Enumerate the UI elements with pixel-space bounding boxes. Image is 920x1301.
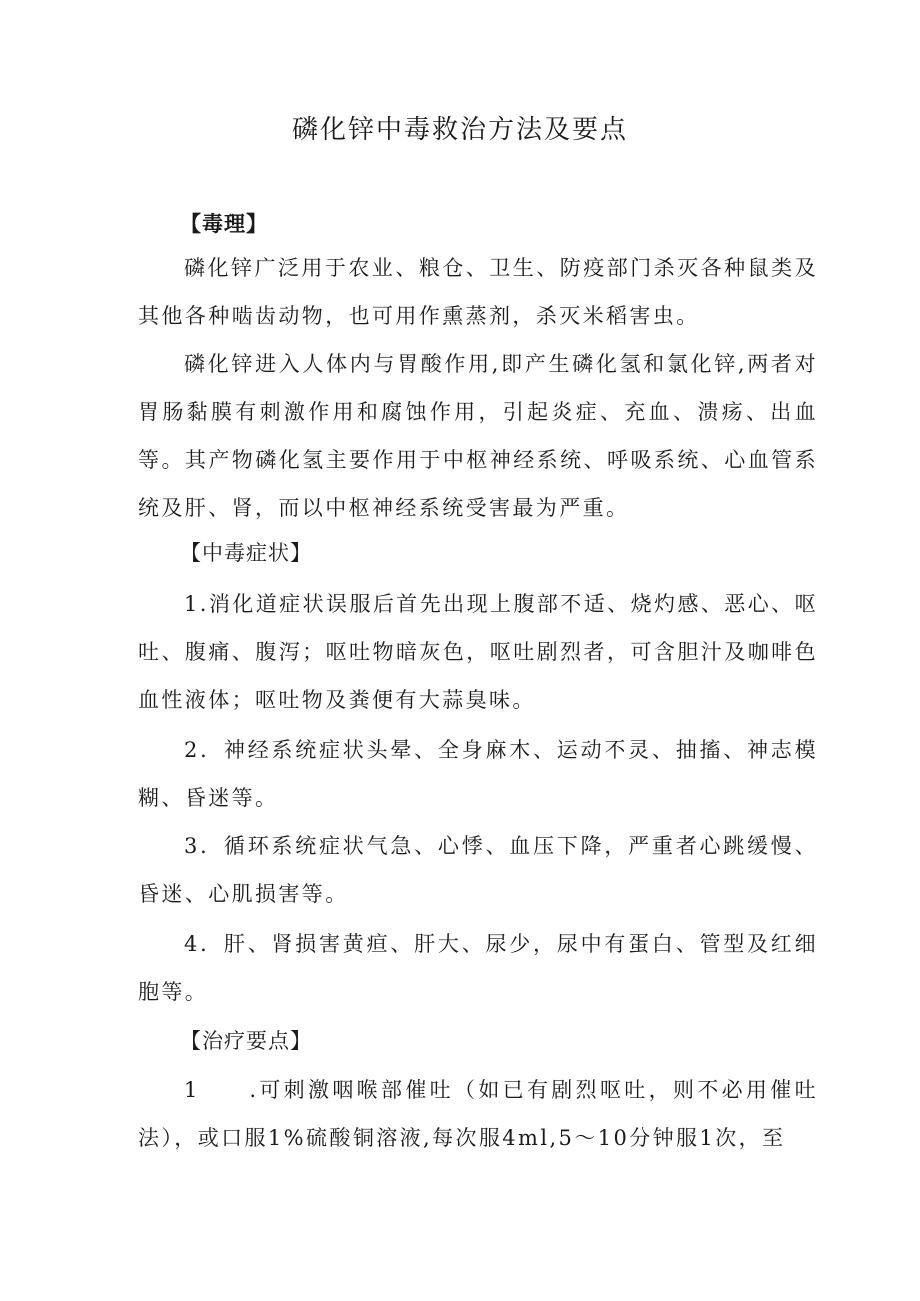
list-item-symptom-digestive: 1.消化道症状误服后首先出现上腹部不适、烧灼感、恶心、呕吐、腹痛、腹泻；呕吐物暗灰色，呕吐剧烈者，可含胆汁及咖啡色血性液体；呕吐物及粪便有大蒜臭味。 — [138, 592, 818, 712]
list-item-symptom-circulatory: 3．循环系统症状气急、心悸、血压下降，严重者心跳缓慢、昏迷、心肌损害等。 — [138, 834, 818, 906]
section-heading-toxicology: 【毒理】 — [180, 211, 268, 236]
section-heading-treatment: 【治疗要点】 — [180, 1029, 312, 1053]
paragraph-toxicology-usage: 磷化锌广泛用于农业、粮仓、卫生、防疫部门杀灭各种鼠类及其他各种啮齿动物，也可用作熏蒸剂，杀灭米稻害虫。 — [138, 256, 818, 328]
list-item-symptom-liver-kidney: 4．肝、肾损害黄疸、肝大、尿少，尿中有蛋白、管型及红细胞等。 — [138, 932, 818, 1004]
section-heading-symptoms: 【中毒症状】 — [180, 541, 312, 565]
document-title: 磷化锌中毒救治方法及要点 — [291, 115, 628, 145]
list-item-symptom-nervous: 2．神经系统症状头晕、全身麻木、运动不灵、抽搐、神志模糊、昏迷等。 — [138, 738, 818, 810]
paragraph-toxicology-mechanism: 磷化锌进入人体内与胃酸作用,即产生磷化氢和氯化锌,两者对胃肠黏膜有刺激作用和腐蚀作用，引起炎症、充血、溃疡、出血等。其产物磷化氢主要作用于中枢神经系统、呼吸系统、心血管系统及肝、肾，而以中枢神经系统受害最为严重。 — [138, 352, 818, 520]
list-item-treatment-emesis: 1 .可刺激咽喉部催吐（如已有剧烈呕吐，则不必用催吐法），或口服1%硫酸铜溶液,每次服4ml,5～10分钟服1次，至 — [138, 1078, 818, 1150]
